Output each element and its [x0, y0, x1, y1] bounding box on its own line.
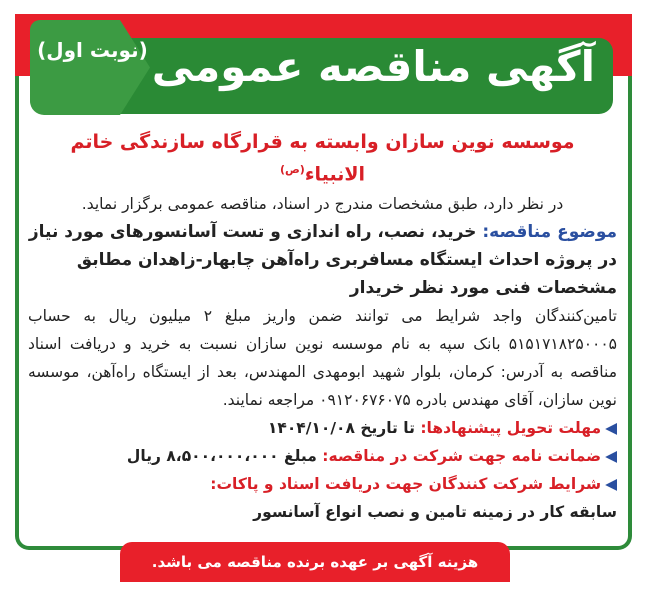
item-label: مهلت تحویل پیشنهادها:	[420, 419, 602, 438]
subject-paragraph	[28, 218, 617, 302]
ad-title	[37, 38, 595, 91]
item-label: شرایط شرکت کنندگان جهت دریافت اسناد و پاکات:	[210, 475, 602, 494]
subject-text: خرید، نصب، راه اندازی و تست آسانسورهای مورد نیاز در پروژه احداث ایستگاه مسافربری راه‌آهن چابهار-زاهدان مطابق مشخصات فنی مورد نظر خریدار	[28, 222, 617, 299]
list-item-conditions	[28, 470, 617, 498]
bullet-arrow-icon: ◀	[605, 475, 617, 494]
requirement-text: سابقه کار در زمینه تامین و نصب انواع آسانسور	[253, 503, 617, 522]
item-label: ضمانت نامه جهت شرکت در مناقصه:	[322, 447, 602, 466]
list-item-deadline	[28, 414, 617, 442]
footer-cost-note: هزینه آگهی بر عهده برنده مناقصه می باشد.	[120, 542, 510, 582]
subject-label: موضوع مناقصه:	[482, 222, 617, 243]
intro-text: در نظر دارد، طبق مشخصات مندرج در اسناد، مناقصه عمومی برگزار نماید.	[81, 195, 564, 214]
org-honorific: (ص)	[279, 163, 305, 176]
list-item-guarantee	[28, 442, 617, 470]
organization-name	[28, 128, 617, 188]
org-name-text: موسسه نوین سازان وابسته به قرارگاه سازندگی خاتم الانبیاء	[70, 131, 575, 186]
title-text: آگهی مناقصه عمومی	[151, 42, 595, 91]
item-value: تا تاریخ ۱۴۰۴/۱۰/۰۸	[267, 419, 415, 438]
bullet-arrow-icon: ◀	[605, 419, 617, 438]
round-label: (نوبت اول)	[37, 38, 148, 62]
item-value: مبلغ ۸،۵۰۰،۰۰۰،۰۰۰ ریال	[126, 447, 317, 466]
instructions-paragraph: تامین‌کنندگان واجد شرایط می توانند ضمن واریز مبلغ ۲ میلیون ریال به حساب ۵۱۵۱۷۱۸۲۵۰۰۰۵ بانک سپه به نام موسسه نوین سازان نسبت به خرید و دریافت اسناد مناقصه به آدرس: کرمان، بلوار شهید ابومهدی المهندس، بعد از ایستگاه راه‌آهن، موسسه نوین سازان، آقای مهندس بادره ۰۹۱۲۰۶۷۶۰۷۵ مراجعه نمایند.	[28, 307, 617, 410]
bullet-arrow-icon: ◀	[605, 447, 617, 466]
ad-body	[28, 128, 617, 526]
